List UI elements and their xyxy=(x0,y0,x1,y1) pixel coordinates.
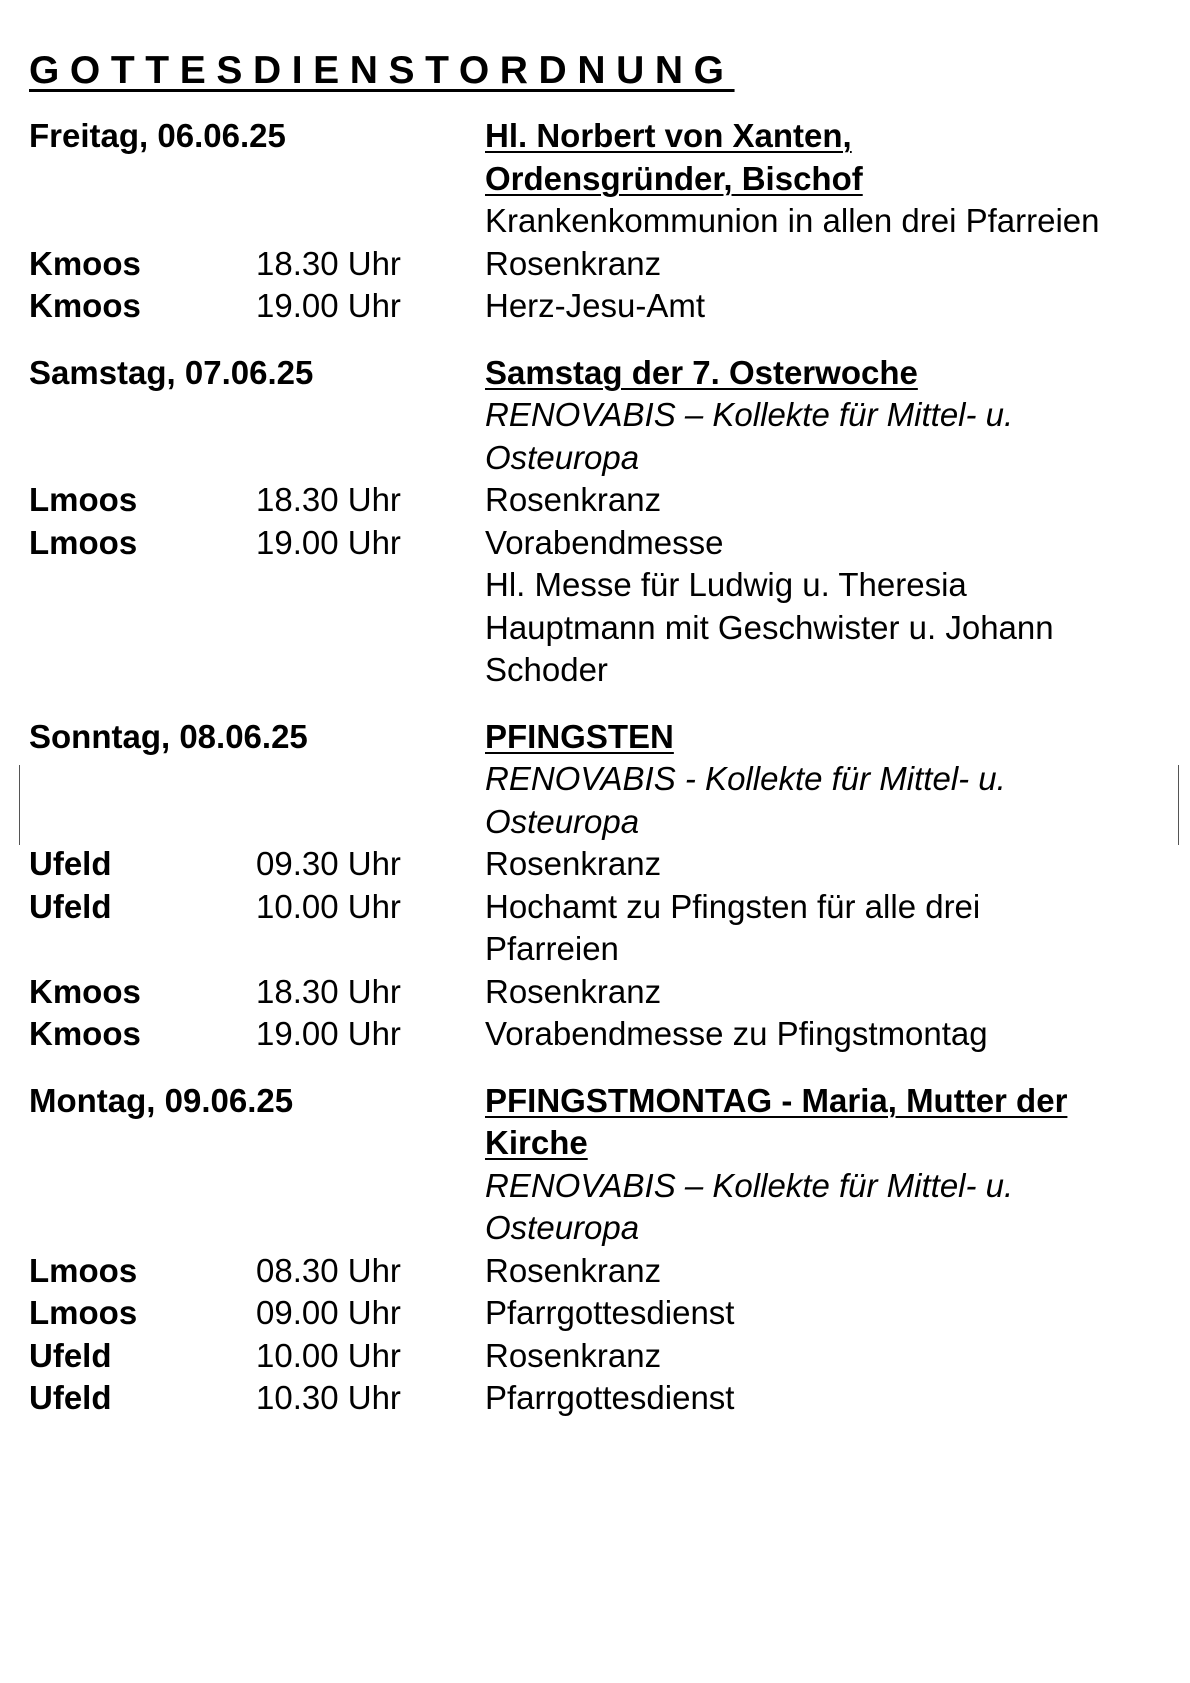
service-time: 19.00 Uhr xyxy=(256,1015,401,1052)
service-description: Hl. Messe für Ludwig u. Theresia xyxy=(485,566,967,603)
service-description: Schoder xyxy=(485,651,608,688)
day-note: Krankenkommunion in allen drei Pfarreien xyxy=(485,202,1100,239)
service-location: Ufeld xyxy=(29,1379,112,1416)
spacer xyxy=(29,1207,485,1250)
service-time: 10.00 Uhr xyxy=(256,1336,401,1374)
spacer xyxy=(29,928,256,971)
feast-title: PFINGSTMONTAG - Maria, Mutter der xyxy=(485,1081,1068,1119)
service-row xyxy=(29,971,1169,1014)
service-row xyxy=(29,522,1169,565)
service-time: 19.00 Uhr xyxy=(256,287,401,324)
day-block xyxy=(29,1080,1169,1420)
service-row xyxy=(29,1250,1169,1293)
service-continuation-row xyxy=(29,564,1169,607)
day-block xyxy=(29,352,1169,692)
service-description: Pfarrgottesdienst xyxy=(485,1379,735,1416)
day-note: Osteuropa xyxy=(485,438,640,476)
service-location: Kmoos xyxy=(29,244,141,282)
day-header-row xyxy=(29,115,1169,158)
spacer xyxy=(29,1122,485,1165)
service-location: Lmoos xyxy=(29,523,138,561)
day-note: RENOVABIS - Kollekte für Mittel- u. xyxy=(485,760,1006,797)
service-description: Rosenkranz xyxy=(485,244,662,282)
service-row xyxy=(29,886,1169,929)
service-location: Lmoos xyxy=(29,1294,138,1331)
service-description: Vorabendmesse xyxy=(485,523,724,561)
service-location: Lmoos xyxy=(29,481,138,518)
spacer xyxy=(256,928,485,971)
spacer xyxy=(29,437,485,480)
spacer xyxy=(29,564,256,607)
service-location: Ufeld xyxy=(29,887,112,925)
service-description: Herz-Jesu-Amt xyxy=(485,287,706,324)
day-block xyxy=(29,115,1169,328)
service-time: 08.30 Uhr xyxy=(256,1251,401,1289)
spacer xyxy=(29,607,256,650)
service-description: Rosenkranz xyxy=(485,1251,662,1289)
service-description: Pfarreien xyxy=(485,930,619,967)
service-row xyxy=(29,843,1169,886)
service-time: 09.30 Uhr xyxy=(256,845,401,882)
service-description: Hochamt zu Pfingsten für alle drei xyxy=(485,887,981,925)
day-note: RENOVABIS – Kollekte für Mittel- u. xyxy=(485,1166,1014,1204)
service-time: 10.00 Uhr xyxy=(256,887,401,925)
feast-title: Kirche xyxy=(485,1124,588,1161)
service-location: Kmoos xyxy=(29,287,141,324)
service-description: Vorabendmesse zu Pfingstmontag xyxy=(485,1015,988,1052)
day-date: Freitag, 06.06.25 xyxy=(29,117,286,154)
day-note: RENOVABIS – Kollekte für Mittel- u. xyxy=(485,396,1014,433)
day-note: Osteuropa xyxy=(485,802,640,840)
service-row xyxy=(29,243,1169,286)
service-description: Rosenkranz xyxy=(485,845,662,882)
day-date: Samstag, 07.06.25 xyxy=(29,353,314,391)
spacer xyxy=(29,649,256,692)
feast-continuation-row xyxy=(29,158,1169,201)
right-margin-mark xyxy=(1178,765,1179,845)
service-time: 18.30 Uhr xyxy=(256,244,401,282)
service-row xyxy=(29,479,1169,522)
service-continuation-row xyxy=(29,607,1169,650)
service-row xyxy=(29,1377,1169,1420)
left-margin-mark xyxy=(19,765,20,845)
service-time: 18.30 Uhr xyxy=(256,972,401,1010)
day-date: Sonntag, 08.06.25 xyxy=(29,717,308,755)
spacer xyxy=(256,564,485,607)
service-location: Kmoos xyxy=(29,972,141,1010)
spacer xyxy=(256,649,485,692)
service-description: Rosenkranz xyxy=(485,481,662,518)
spacer xyxy=(29,758,485,801)
service-row xyxy=(29,1292,1169,1335)
spacer xyxy=(256,607,485,650)
day-note-row xyxy=(29,758,1169,801)
day-header-row xyxy=(29,716,1169,759)
day-note: Osteuropa xyxy=(485,1209,640,1246)
day-header-row xyxy=(29,352,1169,395)
service-description: Rosenkranz xyxy=(485,972,662,1010)
spacer xyxy=(29,200,485,243)
service-location: Ufeld xyxy=(29,845,112,882)
service-time: 19.00 Uhr xyxy=(256,523,401,561)
service-row xyxy=(29,1335,1169,1378)
service-location: Ufeld xyxy=(29,1336,112,1374)
service-continuation-row xyxy=(29,928,1169,971)
day-note-row xyxy=(29,1165,1169,1208)
spacer xyxy=(29,801,485,844)
day-note-row xyxy=(29,394,1169,437)
feast-title: PFINGSTEN xyxy=(485,717,674,755)
day-note-row xyxy=(29,437,1169,480)
service-schedule xyxy=(29,115,1169,1444)
feast-title: Samstag der 7. Osterwoche xyxy=(485,353,918,391)
service-location: Kmoos xyxy=(29,1015,141,1052)
page-title: GOTTESDIENSTORDNUNG xyxy=(29,49,735,92)
day-header-row xyxy=(29,1080,1169,1123)
day-note-row xyxy=(29,801,1169,844)
service-time: 18.30 Uhr xyxy=(256,481,401,518)
spacer xyxy=(29,394,485,437)
day-date: Montag, 09.06.25 xyxy=(29,1081,294,1119)
service-time: 09.00 Uhr xyxy=(256,1294,401,1331)
service-description: Rosenkranz xyxy=(485,1336,662,1374)
service-location: Lmoos xyxy=(29,1251,138,1289)
spacer xyxy=(29,158,485,201)
service-description: Hauptmann mit Geschwister u. Johann xyxy=(485,608,1054,646)
service-row xyxy=(29,1013,1169,1056)
day-note-row xyxy=(29,1207,1169,1250)
day-block xyxy=(29,716,1169,1056)
feast-title: Ordensgründer, Bischof xyxy=(485,159,863,197)
spacer xyxy=(29,1165,485,1208)
feast-continuation-row xyxy=(29,1122,1169,1165)
service-continuation-row xyxy=(29,649,1169,692)
feast-title: Hl. Norbert von Xanten, xyxy=(485,117,852,154)
day-note-row xyxy=(29,200,1169,243)
service-row xyxy=(29,285,1169,328)
service-time: 10.30 Uhr xyxy=(256,1379,401,1416)
service-description: Pfarrgottesdienst xyxy=(485,1294,735,1331)
